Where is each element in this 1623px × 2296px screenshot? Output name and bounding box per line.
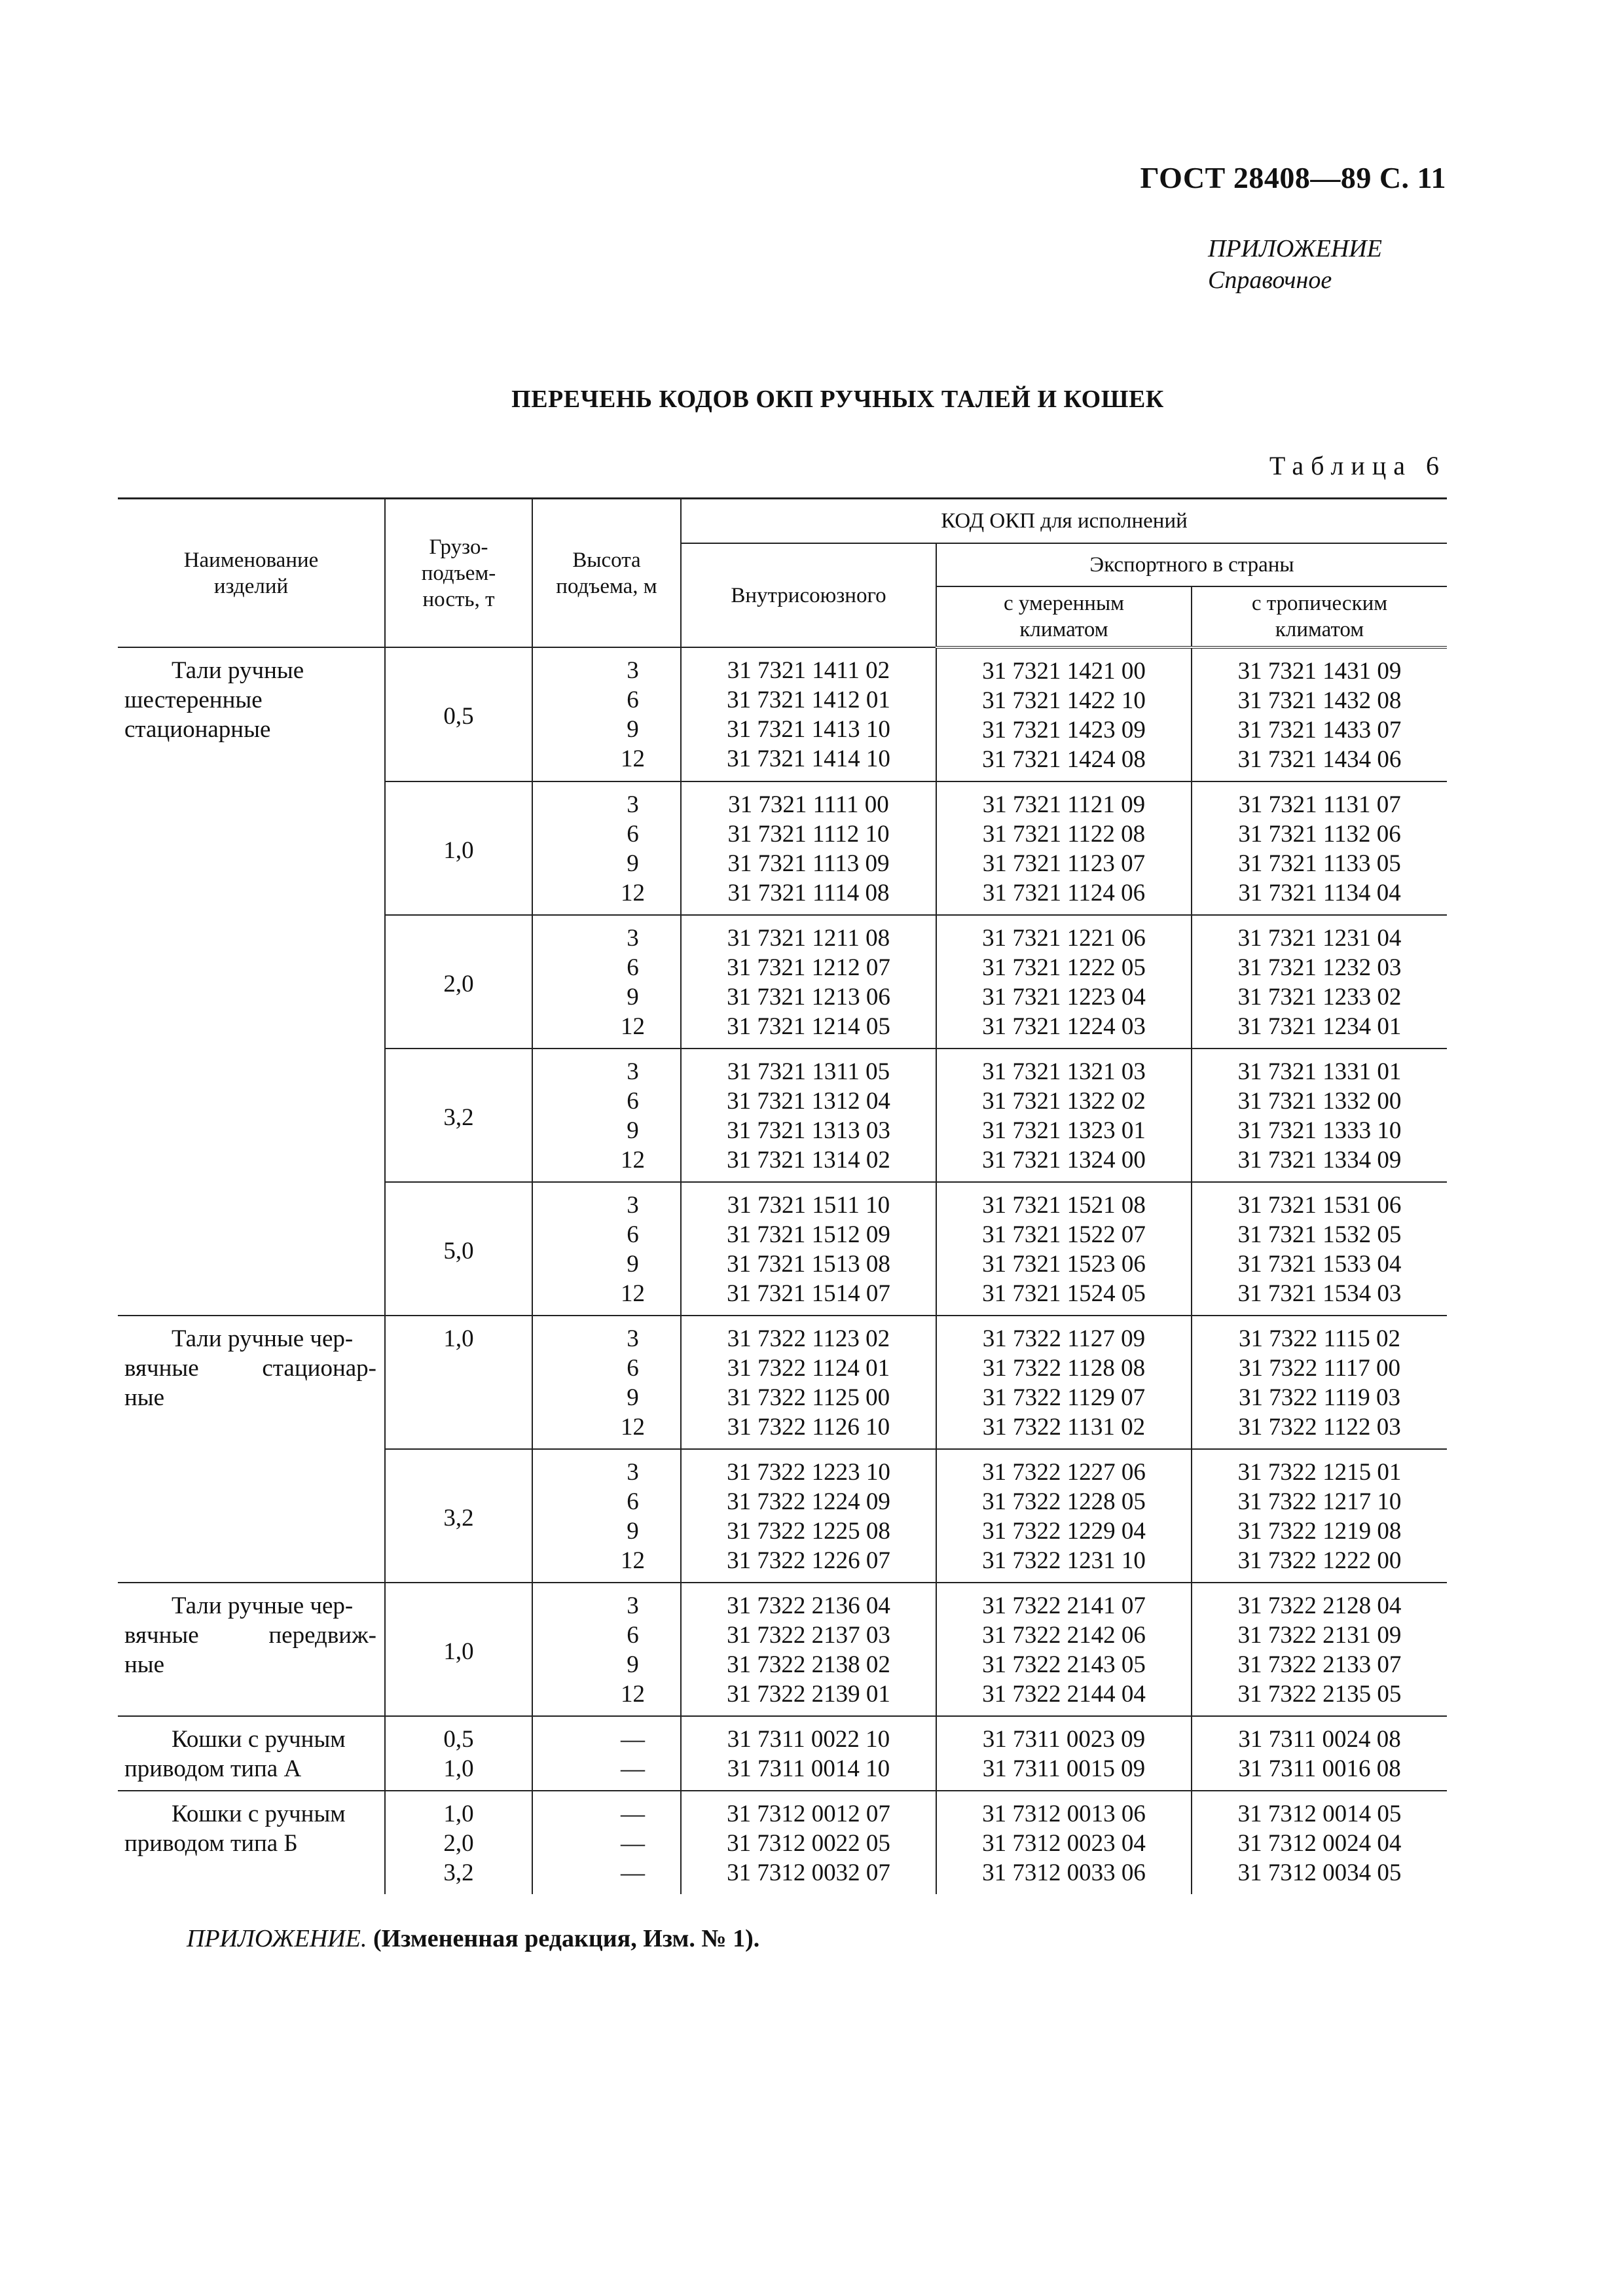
- okp-codes-table: [118, 497, 1447, 1894]
- height-value: —: [621, 1726, 645, 1753]
- internal-code-value: 31 7321 1412 01: [727, 687, 890, 713]
- internal-code-cell: [681, 1049, 936, 1182]
- height-value: 9: [627, 1251, 639, 1278]
- internal-code-value: 31 7322 1225 08: [727, 1518, 890, 1545]
- internal-code-value: 31 7321 1313 03: [727, 1117, 890, 1144]
- tropical-code-value: 31 7321 1433 07: [1237, 717, 1402, 744]
- capacity-cell: [385, 1583, 532, 1716]
- height-value: 9: [627, 850, 639, 877]
- moderate-code-value: 31 7321 1421 00: [982, 658, 1146, 685]
- internal-code-cell: [681, 1316, 936, 1449]
- moderate-code-value: 31 7321 1422 10: [982, 687, 1146, 714]
- moderate-code-value: 31 7322 2142 06: [982, 1622, 1146, 1649]
- tropical-code-value: 31 7322 1219 08: [1237, 1518, 1402, 1545]
- moderate-code-value: 31 7321 1423 09: [982, 717, 1146, 744]
- header-name: Наименование изделий: [118, 499, 385, 648]
- height-value: 6: [627, 1221, 639, 1248]
- internal-code-value: 31 7322 1224 09: [727, 1488, 890, 1515]
- product-name-cell: [118, 1316, 385, 1583]
- tropical-code-cell: [1192, 647, 1447, 781]
- height-value: —: [621, 1801, 645, 1827]
- tropical-code-cell: [1192, 1583, 1447, 1716]
- moderate-code-value: 31 7311 0023 09: [982, 1726, 1146, 1753]
- internal-code-cell: [681, 1449, 936, 1583]
- tropical-code-value: 31 7322 1215 01: [1237, 1459, 1402, 1486]
- tropical-code-value: 31 7321 1532 05: [1237, 1221, 1402, 1248]
- moderate-code-value: 31 7321 1224 03: [982, 1013, 1146, 1040]
- height-value: 12: [621, 1147, 645, 1174]
- internal-code-cell: [681, 915, 936, 1049]
- capacity-value: 0,5: [443, 1726, 474, 1753]
- internal-code-cell: [681, 1182, 936, 1316]
- height-value: 6: [627, 687, 639, 713]
- tropical-code-value: 31 7321 1533 04: [1237, 1251, 1402, 1278]
- tropical-code-value: 31 7322 1119 03: [1239, 1384, 1401, 1411]
- tropical-code-value: 31 7321 1334 09: [1237, 1147, 1402, 1174]
- moderate-code-value: 31 7322 1231 10: [982, 1547, 1146, 1574]
- capacity-cell: [385, 1182, 532, 1316]
- product-name-line: шестеренные: [124, 687, 263, 713]
- okp-codes-table-container: [118, 497, 1447, 1894]
- height-value: 9: [627, 1117, 639, 1144]
- product-name-line: ные: [124, 1384, 165, 1411]
- tropical-code-cell: [1192, 1791, 1447, 1894]
- moderate-code-value: 31 7321 1124 06: [982, 880, 1146, 906]
- internal-code-value: 31 7311 0014 10: [727, 1755, 890, 1782]
- moderate-code-cell: [936, 915, 1192, 1049]
- capacity-cell: [385, 647, 532, 781]
- internal-code-value: 31 7321 1213 06: [727, 984, 890, 1011]
- moderate-code-cell: [936, 781, 1192, 915]
- tropical-code-value: 31 7322 1217 10: [1237, 1488, 1402, 1515]
- header-row-1: [118, 499, 1447, 544]
- product-name-line: Тали ручные чер-: [172, 1592, 354, 1619]
- tropical-code-value: 31 7321 1233 02: [1237, 984, 1402, 1011]
- height-cell: [532, 1316, 681, 1449]
- capacity-value: 0,5: [443, 703, 474, 730]
- moderate-code-cell: [936, 1791, 1192, 1894]
- internal-code-value: 31 7322 1126 10: [727, 1414, 890, 1441]
- height-value: —: [621, 1755, 645, 1782]
- height-value: 6: [627, 1622, 639, 1649]
- internal-code-value: 31 7321 1513 08: [727, 1251, 890, 1278]
- tropical-code-value: 31 7321 1531 06: [1237, 1192, 1402, 1219]
- moderate-code-value: 31 7322 1127 09: [982, 1325, 1146, 1352]
- capacity-cell: [385, 1791, 532, 1894]
- footnote-revision: (Измененная редакция, Изм. № 1).: [367, 1925, 760, 1952]
- capacity-cell: [385, 915, 532, 1049]
- internal-code-cell: [681, 1583, 936, 1716]
- appendix-block: [1208, 233, 1382, 296]
- height-value: 6: [627, 1355, 639, 1382]
- height-value: 3: [627, 1592, 639, 1619]
- internal-code-value: 31 7321 1211 08: [727, 925, 890, 952]
- internal-code-value: 31 7322 2138 02: [727, 1651, 890, 1678]
- tropical-code-value: 31 7321 1132 06: [1238, 821, 1401, 848]
- product-name-line: вячные передвиж-: [124, 1622, 376, 1649]
- tropical-code-value: 31 7321 1434 06: [1237, 746, 1402, 773]
- internal-code-cell: [681, 1791, 936, 1894]
- tropical-code-value: 31 7321 1232 03: [1237, 954, 1402, 981]
- tropical-code-cell: [1192, 1182, 1447, 1316]
- table-row: [118, 1716, 1447, 1791]
- height-value: 12: [621, 880, 645, 906]
- tropical-code-cell: [1192, 1716, 1447, 1791]
- capacity-value: 3,2: [443, 1103, 474, 1131]
- header-tropical: с тропическим климатом: [1192, 586, 1447, 647]
- height-cell: [532, 1583, 681, 1716]
- height-value: 3: [627, 1058, 639, 1085]
- height-value: —: [621, 1830, 645, 1857]
- height-value: 3: [627, 657, 639, 684]
- table-row: [118, 1583, 1447, 1716]
- height-cell: [532, 1182, 681, 1316]
- height-cell: [532, 1049, 681, 1182]
- height-value: 6: [627, 1088, 639, 1115]
- height-value: 12: [621, 1280, 645, 1307]
- internal-code-cell: [681, 1716, 936, 1791]
- tropical-code-value: 31 7312 0034 05: [1237, 1859, 1402, 1886]
- height-value: 3: [627, 925, 639, 952]
- moderate-code-cell: [936, 1182, 1192, 1316]
- height-cell: [532, 781, 681, 915]
- product-name-line: Тали ручные чер-: [172, 1325, 354, 1352]
- capacity-cell: [385, 781, 532, 915]
- height-value: 12: [621, 1681, 645, 1708]
- height-value: —: [621, 1859, 645, 1886]
- moderate-code-value: 31 7321 1323 01: [982, 1117, 1146, 1144]
- height-value: 12: [621, 745, 645, 772]
- moderate-code-value: 31 7312 0013 06: [982, 1801, 1146, 1827]
- height-value: 9: [627, 1651, 639, 1678]
- capacity-value: 1,0: [443, 1638, 474, 1665]
- product-name-line: стационарные: [124, 716, 271, 743]
- height-cell: [532, 1791, 681, 1894]
- header-okp: КОД ОКП для исполнений: [681, 499, 1447, 544]
- height-value: 9: [627, 716, 639, 743]
- height-cell: [532, 1449, 681, 1583]
- moderate-code-value: 31 7321 1121 09: [982, 791, 1146, 818]
- tropical-code-value: 31 7322 2131 09: [1237, 1622, 1402, 1649]
- tropical-code-value: 31 7321 1133 05: [1238, 850, 1401, 877]
- moderate-code-value: 31 7312 0023 04: [982, 1830, 1146, 1857]
- internal-code-value: 31 7322 2139 01: [727, 1681, 890, 1708]
- tropical-code-cell: [1192, 781, 1447, 915]
- tropical-code-value: 31 7321 1432 08: [1237, 687, 1402, 714]
- internal-code-value: 31 7321 1411 02: [727, 657, 890, 684]
- height-cell: [532, 647, 681, 781]
- capacity-value: 3,2: [443, 1859, 474, 1886]
- internal-code-cell: [681, 647, 936, 781]
- capacity-value: 1,0: [443, 1755, 474, 1782]
- height-value: 6: [627, 821, 639, 848]
- tropical-code-value: 31 7312 0014 05: [1237, 1801, 1402, 1827]
- internal-code-value: 31 7322 1124 01: [727, 1355, 890, 1382]
- moderate-code-value: 31 7321 1521 08: [982, 1192, 1146, 1219]
- internal-code-value: 31 7312 0022 05: [727, 1830, 890, 1857]
- moderate-code-cell: [936, 1716, 1192, 1791]
- tropical-code-value: 31 7322 1122 03: [1238, 1414, 1401, 1441]
- internal-code-value: 31 7311 0022 10: [727, 1726, 890, 1753]
- height-value: 9: [627, 1384, 639, 1411]
- tropical-code-cell: [1192, 1316, 1447, 1449]
- internal-code-value: 31 7321 1113 09: [727, 850, 890, 877]
- tropical-code-value: 31 7321 1333 10: [1237, 1117, 1402, 1144]
- moderate-code-cell: [936, 1449, 1192, 1583]
- moderate-code-value: 31 7321 1522 07: [982, 1221, 1146, 1248]
- tropical-code-value: 31 7322 2128 04: [1237, 1592, 1402, 1619]
- capacity-value: 1,0: [443, 1801, 474, 1827]
- internal-code-value: 31 7322 1125 00: [727, 1384, 890, 1411]
- capacity-value: 5,0: [443, 1237, 474, 1265]
- internal-code-value: 31 7322 2136 04: [727, 1592, 890, 1619]
- internal-code-value: 31 7321 1314 02: [727, 1147, 890, 1174]
- internal-code-value: 31 7321 1114 08: [727, 880, 890, 906]
- header-moderate: с умеренным климатом: [936, 586, 1192, 647]
- product-name-cell: [118, 1716, 385, 1791]
- internal-code-value: 31 7322 2137 03: [727, 1622, 890, 1649]
- tropical-code-cell: [1192, 915, 1447, 1049]
- footnote-appendix: ПРИЛОЖЕНИЕ.: [187, 1925, 367, 1952]
- internal-code-value: 31 7321 1111 00: [728, 791, 889, 818]
- moderate-code-value: 31 7322 2143 05: [982, 1651, 1146, 1678]
- tropical-code-value: 31 7321 1431 09: [1237, 658, 1402, 685]
- product-name-cell: [118, 1791, 385, 1894]
- height-value: 3: [627, 1459, 639, 1486]
- height-value: 6: [627, 1488, 639, 1515]
- product-name-line: приводом типа А: [124, 1755, 302, 1782]
- tropical-code-value: 31 7322 2133 07: [1237, 1651, 1402, 1678]
- height-value: 12: [621, 1547, 645, 1574]
- tropical-code-cell: [1192, 1449, 1447, 1583]
- moderate-code-cell: [936, 647, 1192, 781]
- moderate-code-value: 31 7321 1523 06: [982, 1251, 1146, 1278]
- moderate-code-value: 31 7321 1223 04: [982, 984, 1146, 1011]
- internal-code-value: 31 7322 1123 02: [727, 1325, 890, 1352]
- tropical-code-value: 31 7321 1134 04: [1238, 880, 1401, 906]
- moderate-code-value: 31 7321 1321 03: [982, 1058, 1146, 1085]
- product-name-line: Тали ручные: [172, 657, 304, 684]
- tropical-code-value: 31 7322 1117 00: [1239, 1355, 1401, 1382]
- height-value: 3: [627, 1192, 639, 1219]
- moderate-code-value: 31 7321 1524 05: [982, 1280, 1146, 1307]
- height-cell: [532, 915, 681, 1049]
- moderate-code-cell: [936, 1316, 1192, 1449]
- header-height: Высота подъема, м: [532, 499, 681, 648]
- tropical-code-value: 31 7321 1332 00: [1237, 1088, 1402, 1115]
- capacity-value: 2,0: [443, 1830, 474, 1857]
- height-value: 9: [627, 1518, 639, 1545]
- tropical-code-value: 31 7322 1115 02: [1239, 1325, 1401, 1352]
- internal-code-value: 31 7321 1413 10: [727, 716, 890, 743]
- product-name-line: Кошки с ручным: [172, 1726, 346, 1753]
- moderate-code-value: 31 7311 0015 09: [982, 1755, 1146, 1782]
- internal-code-value: 31 7321 1512 09: [727, 1221, 890, 1248]
- moderate-code-value: 31 7321 1222 05: [982, 954, 1146, 981]
- moderate-code-value: 31 7322 2144 04: [982, 1681, 1146, 1708]
- height-value: 12: [621, 1013, 645, 1040]
- capacity-cell: [385, 1449, 532, 1583]
- header-internal: Внутрисоюзного: [681, 543, 936, 647]
- moderate-code-value: 31 7321 1221 06: [982, 925, 1146, 952]
- tropical-code-value: 31 7321 1131 07: [1238, 791, 1401, 818]
- moderate-code-value: 31 7312 0033 06: [982, 1859, 1146, 1886]
- product-name-line: вячные стационар-: [124, 1355, 376, 1382]
- moderate-code-value: 31 7322 2141 07: [982, 1592, 1146, 1619]
- header-capacity: Грузо- подъем- ность, т: [385, 499, 532, 648]
- moderate-code-value: 31 7321 1424 08: [982, 746, 1146, 773]
- moderate-code-value: 31 7322 1131 02: [982, 1414, 1146, 1441]
- height-value: 3: [627, 1325, 639, 1352]
- internal-code-value: 31 7321 1514 07: [727, 1280, 890, 1307]
- moderate-code-value: 31 7321 1123 07: [982, 850, 1146, 877]
- tropical-code-value: 31 7312 0024 04: [1237, 1830, 1402, 1857]
- internal-code-value: 31 7321 1112 10: [727, 821, 890, 848]
- moderate-code-cell: [936, 1049, 1192, 1182]
- table-row: [118, 1316, 1447, 1449]
- height-value: 6: [627, 954, 639, 981]
- moderate-code-value: 31 7322 1229 04: [982, 1518, 1146, 1545]
- moderate-code-value: 31 7322 1227 06: [982, 1459, 1146, 1486]
- tropical-code-cell: [1192, 1049, 1447, 1182]
- appendix-type: Справочное: [1208, 266, 1332, 294]
- internal-code-value: 31 7312 0012 07: [727, 1801, 890, 1827]
- height-cell: [532, 1716, 681, 1791]
- capacity-value: 1,0: [443, 836, 474, 864]
- table-body: [118, 647, 1447, 1894]
- tropical-code-value: 31 7321 1534 03: [1237, 1280, 1402, 1307]
- capacity-cell: [385, 1049, 532, 1182]
- capacity-value: 1,0: [443, 1325, 474, 1352]
- product-name-line: ные: [124, 1651, 165, 1678]
- internal-code-value: 31 7321 1414 10: [727, 745, 890, 772]
- internal-code-value: 31 7321 1214 05: [727, 1013, 890, 1040]
- capacity-value: 3,2: [443, 1504, 474, 1532]
- table-row: [118, 1791, 1447, 1894]
- internal-code-value: 31 7321 1311 05: [727, 1058, 890, 1085]
- capacity-cell: [385, 1716, 532, 1791]
- internal-code-value: 31 7322 1223 10: [727, 1459, 890, 1486]
- moderate-code-value: 31 7321 1324 00: [982, 1147, 1146, 1174]
- tropical-code-value: 31 7311 0024 08: [1238, 1726, 1401, 1753]
- document-code: ГОСТ 28408—89 С. 11: [1140, 161, 1446, 194]
- table-label: Таблица 6: [1269, 451, 1446, 480]
- tropical-code-value: 31 7321 1234 01: [1237, 1013, 1402, 1040]
- moderate-code-cell: [936, 1583, 1192, 1716]
- internal-code-cell: [681, 781, 936, 915]
- document-title: ПЕРЕЧЕНЬ КОДОВ ОКП РУЧНЫХ ТАЛЕЙ И КОШЕК: [511, 386, 1164, 413]
- moderate-code-value: 31 7322 1228 05: [982, 1488, 1146, 1515]
- tropical-code-value: 31 7321 1331 01: [1237, 1058, 1402, 1085]
- moderate-code-value: 31 7321 1122 08: [982, 821, 1146, 848]
- product-name-cell: [118, 647, 385, 1316]
- table-row: [118, 647, 1447, 781]
- header-export: Экспортного в страны: [936, 543, 1447, 586]
- capacity-cell: [385, 1316, 532, 1449]
- height-value: 12: [621, 1414, 645, 1441]
- moderate-code-value: 31 7322 1129 07: [982, 1384, 1146, 1411]
- moderate-code-value: 31 7322 1128 08: [982, 1355, 1146, 1382]
- appendix-label: ПРИЛОЖЕНИЕ: [1208, 235, 1382, 262]
- product-name-line: приводом типа Б: [124, 1830, 298, 1857]
- tropical-code-value: 31 7311 0016 08: [1238, 1755, 1401, 1782]
- internal-code-value: 31 7322 1226 07: [727, 1547, 890, 1574]
- moderate-code-value: 31 7321 1322 02: [982, 1088, 1146, 1115]
- internal-code-value: 31 7321 1212 07: [727, 954, 890, 981]
- footnote: [187, 1924, 759, 1953]
- product-name-cell: [118, 1583, 385, 1716]
- tropical-code-value: 31 7321 1231 04: [1237, 925, 1402, 952]
- internal-code-value: 31 7312 0032 07: [727, 1859, 890, 1886]
- capacity-value: 2,0: [443, 970, 474, 997]
- height-value: 3: [627, 791, 639, 818]
- internal-code-value: 31 7321 1312 04: [727, 1088, 890, 1115]
- internal-code-value: 31 7321 1511 10: [727, 1192, 890, 1219]
- tropical-code-value: 31 7322 2135 05: [1237, 1681, 1402, 1708]
- tropical-code-value: 31 7322 1222 00: [1237, 1547, 1402, 1574]
- product-name-line: Кошки с ручным: [172, 1801, 346, 1827]
- height-value: 9: [627, 984, 639, 1011]
